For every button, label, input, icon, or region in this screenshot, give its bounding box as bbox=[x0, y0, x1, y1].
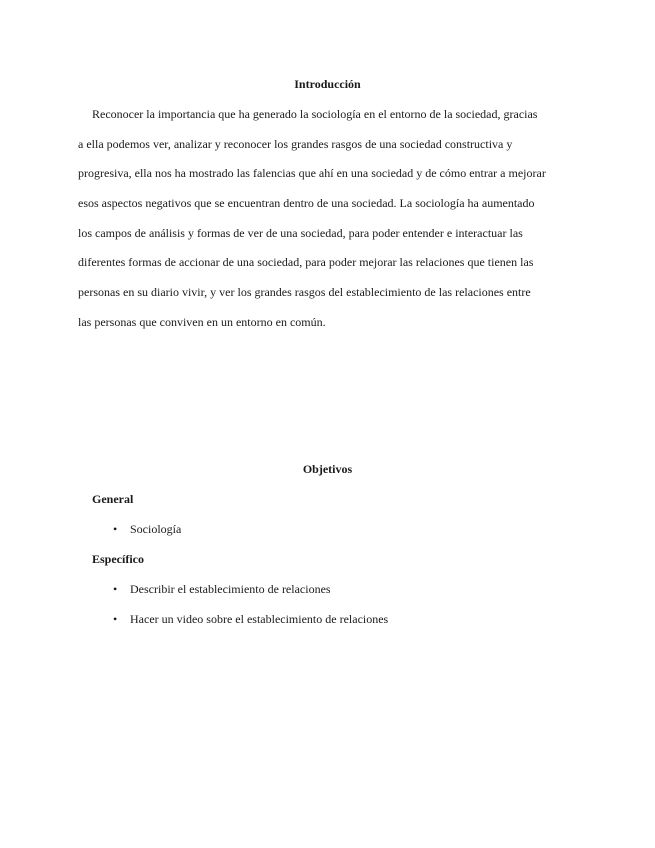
list-item bbox=[113, 522, 181, 537]
bullet-icon: • bbox=[113, 522, 118, 536]
list-item bbox=[113, 582, 331, 597]
bullet-icon: • bbox=[113, 612, 118, 626]
intro-line-6: diferentes formas de accionar de una sociedad, para poder mejorar las relaciones que tienen las bbox=[78, 255, 534, 269]
especifico-item-2: Hacer un video sobre el establecimiento de relaciones bbox=[130, 612, 389, 626]
especifico-item-1: Describir el establecimiento de relaciones bbox=[130, 582, 331, 596]
intro-line-4: esos aspectos negativos que se encuentran dentro de una sociedad. La sociología ha aumentado bbox=[78, 196, 535, 210]
general-label: General bbox=[92, 492, 134, 506]
intro-line-5: los campos de análisis y formas de ver de una sociedad, para poder entender e interactuar las bbox=[78, 226, 523, 240]
general-item-1: Sociología bbox=[130, 522, 182, 536]
introduccion-title: Introducción bbox=[294, 77, 361, 91]
intro-line-8: las personas que conviven en un entorno en común. bbox=[78, 315, 326, 329]
bullet-icon: • bbox=[113, 582, 118, 596]
intro-line-2: a ella podemos ver, analizar y reconocer los grandes rasgos de una sociedad constructiva y bbox=[78, 137, 513, 151]
intro-line-7: personas en su diario vivir, y ver los grandes rasgos del establecimiento de las relaciones entre bbox=[78, 285, 531, 299]
intro-line-1: Reconocer la importancia que ha generado la sociología en el entorno de la sociedad, gracias bbox=[92, 107, 538, 121]
especifico-label: Específico bbox=[92, 552, 144, 566]
list-item bbox=[113, 612, 388, 627]
intro-line-3: progresiva, ella nos ha mostrado las falencias que ahí en una sociedad y de cómo entrar a mejorar bbox=[78, 166, 546, 180]
objetivos-title: Objetivos bbox=[302, 462, 353, 476]
